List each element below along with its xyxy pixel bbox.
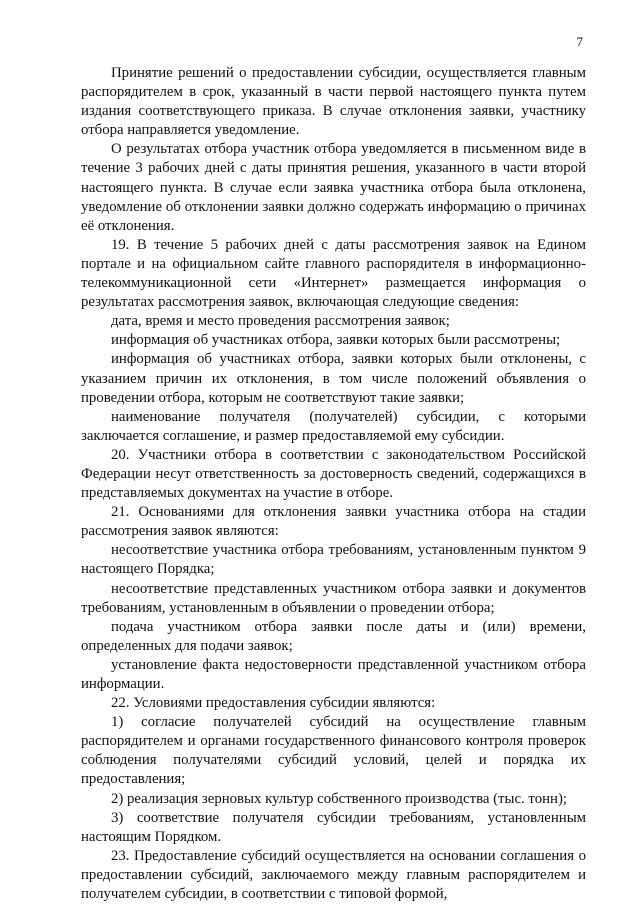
list-item: 1) согласие получателей субсидий на осуществление главным распорядителем и органами государственного финансового контроля проверок соблюдения получателями субсидий условий, целей и порядка их предоставления; [81,714,586,788]
list-item: дата, время и место проведения рассмотрения заявок; [111,313,450,330]
list-item: подача участником отбора заявки после даты и (или) времени, определенных для подачи заявок; [81,618,586,654]
list-item: несоответствие представленных участником отбора заявки и документов требованиям, установленным в объявлении о проведении отбора; [81,580,586,616]
list-item: 3) соответствие получателя субсидии требованиям, установленным настоящим Порядком. [81,809,586,845]
list-item: наименование получателя (получателей) субсидии, с которыми заключается соглашение, и размер предоставляемой ему субсидии. [81,408,586,444]
list-item: информация об участниках отбора, заявки которых были рассмотрены; [111,332,561,349]
list-item: 2) реализация зерновых культур собственного производства (тыс. тонн); [111,790,567,807]
list-item: информация об участниках отбора, заявки которых были отклонены, с указанием причин их отклонения, в том числе положений объявления о проведении отбора, которым не соответствуют такие заявки; [81,351,586,406]
paragraph: 22. Условиями предоставления субсидии являются: [111,695,436,712]
list-item: установление факта недостоверности представленной участником отбора информации. [81,656,586,692]
paragraph: 20. Участники отбора в соответствии с законодательством Российской Федерации несут ответственность за достоверность сведений, содержащихся в представляемых документах на участие в отборе. [81,446,586,502]
paragraph: Принятие решений о предоставлении субсидии, осуществляется главным распорядителем в срок, указанный в части первой настоящего пункта путем издания соответствующего приказа. В случае отклонения заявки, участнику отбора направляется уведомление. [81,65,586,139]
paragraph: 21. Основаниями для отклонения заявки участника отбора на стадии рассмотрения заявок являются: [81,504,586,540]
paragraph: О результатах отбора участник отбора уведомляется в письменном виде в течение 3 рабочих дней с даты принятия решения, указанного в части второй настоящего пункта. В случае если заявка участника отбора была отклонена, уведомление об отклонении заявки должно содержать информацию о причинах её отклонения. [81,141,586,234]
paragraph: 19. В течение 5 рабочих дней с даты рассмотрения заявок на Едином портале и на официальном сайте главного распорядителя в информационно-телекоммуникационной сети «Интернет» размещается информация о результатах рассмотрения заявок, включающая следующие сведения: [81,236,586,311]
paragraph: 23. Предоставление субсидий осуществляется на основании соглашения о предоставлении субсидий, заключаемого между главным распорядителем и получателем субсидии, в соответствии с типовой формой, [81,847,586,903]
list-item: несоответствие участника отбора требованиям, установленным пунктом 9 настоящего Порядка; [81,542,586,578]
page-number: 7 [576,34,583,49]
document-body [81,64,586,904]
